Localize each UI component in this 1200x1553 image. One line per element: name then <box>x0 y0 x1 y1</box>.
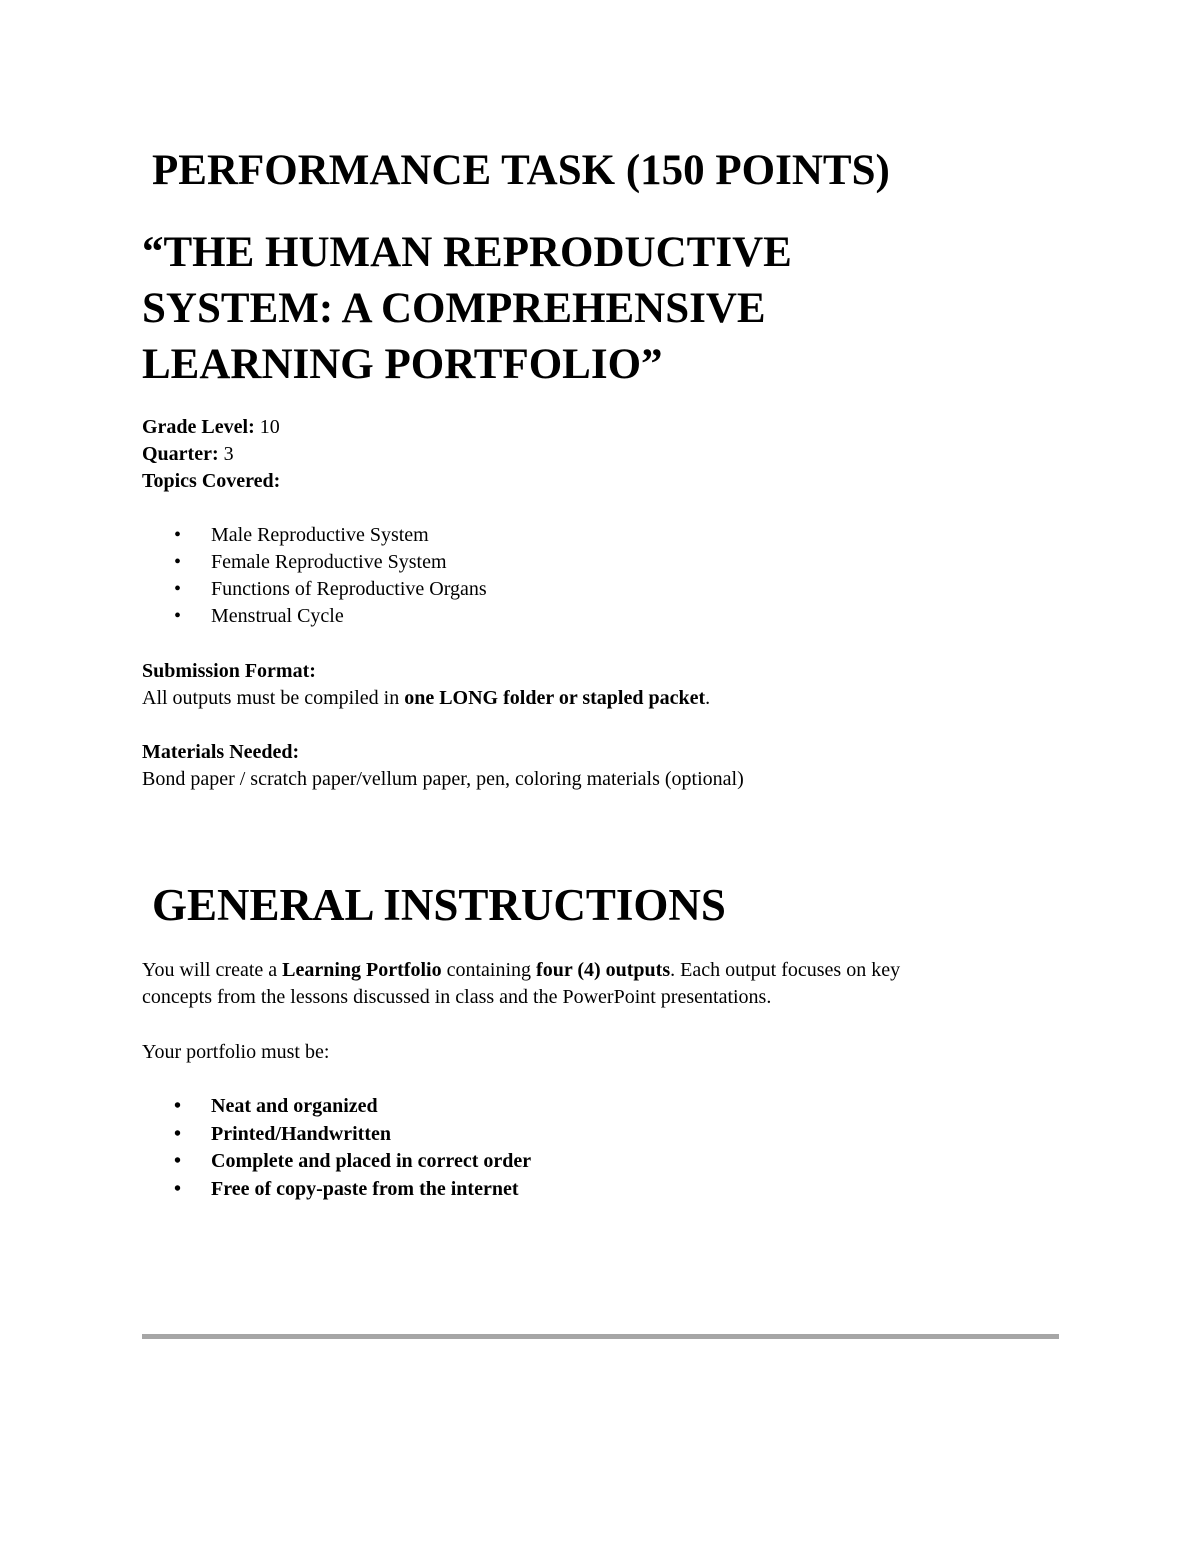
quarter-value: 3 <box>218 443 234 465</box>
intro-text: containing <box>441 959 537 981</box>
list-item <box>142 1093 531 1121</box>
list-item <box>142 549 487 576</box>
topic-text: Female Reproductive System <box>211 551 447 573</box>
submission-format-label: Submission Format: <box>142 660 316 682</box>
topics-covered-label: Topics Covered: <box>142 470 281 492</box>
bullet-icon: • <box>174 1177 182 1200</box>
task-title: PERFORMANCE TASK (150 POINTS) <box>152 147 890 194</box>
grade-level-value: 10 <box>254 416 280 438</box>
submission-text-plain: All outputs must be compiled in <box>142 687 405 709</box>
materials-needed-text: Bond paper / scratch paper/vellum paper, pen, coloring materials (optional) <box>142 768 744 790</box>
criterion-text: Printed/Handwritten <box>211 1122 391 1145</box>
topic-text: Menstrual Cycle <box>211 605 344 627</box>
criterion-text: Free of copy-paste from the internet <box>211 1177 519 1200</box>
intro-bold-text: four (4) outputs <box>536 959 671 981</box>
submission-format <box>142 658 710 712</box>
criterion-text: Complete and placed in correct order <box>211 1150 532 1172</box>
task-info <box>142 414 280 495</box>
bullet-icon: • <box>174 1095 182 1117</box>
quarter-label: Quarter: <box>142 443 219 465</box>
topic-text: Functions of Reproductive Organs <box>211 578 487 600</box>
list-item <box>142 1148 531 1176</box>
list-item <box>142 522 487 549</box>
bullet-icon: • <box>174 1122 182 1145</box>
portfolio-criteria-list <box>142 1093 531 1203</box>
list-item <box>142 576 487 603</box>
general-instructions-heading: GENERAL INSTRUCTIONS <box>152 880 726 930</box>
general-intro-line: concepts from the lessons discussed in class and the PowerPoint presentations. <box>142 986 772 1008</box>
list-item <box>142 1176 531 1204</box>
bullet-icon: • <box>174 524 182 546</box>
quarter-row <box>142 441 280 468</box>
portfolio-title-line: “THE HUMAN REPRODUCTIVE <box>142 229 792 276</box>
list-item <box>142 603 487 630</box>
general-intro-paragraph <box>142 957 1062 1011</box>
portfolio-title-line: LEARNING PORTFOLIO” <box>142 341 663 388</box>
bullet-icon: • <box>174 578 182 600</box>
criterion-text: Neat and organized <box>211 1095 378 1117</box>
portfolio-title <box>142 225 902 393</box>
grade-level-row <box>142 414 280 441</box>
portfolio-must-be-text: Your portfolio must be: <box>142 1041 330 1063</box>
topics-list <box>142 522 487 630</box>
general-intro-line <box>142 957 1062 984</box>
submission-format-text <box>142 685 710 712</box>
portfolio-title-line: SYSTEM: A COMPREHENSIVE <box>142 285 766 332</box>
materials-needed <box>142 739 744 793</box>
topics-covered-row <box>142 468 280 495</box>
topic-text: Male Reproductive System <box>211 524 429 546</box>
grade-level-label: Grade Level: <box>142 416 255 438</box>
bullet-icon: • <box>174 551 182 573</box>
materials-needed-label: Materials Needed: <box>142 741 300 763</box>
bullet-icon: • <box>174 605 182 627</box>
submission-text-end: . <box>705 687 711 709</box>
bullet-icon: • <box>174 1150 182 1172</box>
horizontal-rule <box>142 1334 1059 1339</box>
intro-text: . Each output focuses on key <box>670 959 901 981</box>
intro-text: You will create a <box>142 959 283 981</box>
intro-bold-text: Learning Portfolio <box>282 959 442 981</box>
list-item <box>142 1121 531 1149</box>
submission-text-bold: one LONG folder or stapled packet <box>404 687 706 709</box>
